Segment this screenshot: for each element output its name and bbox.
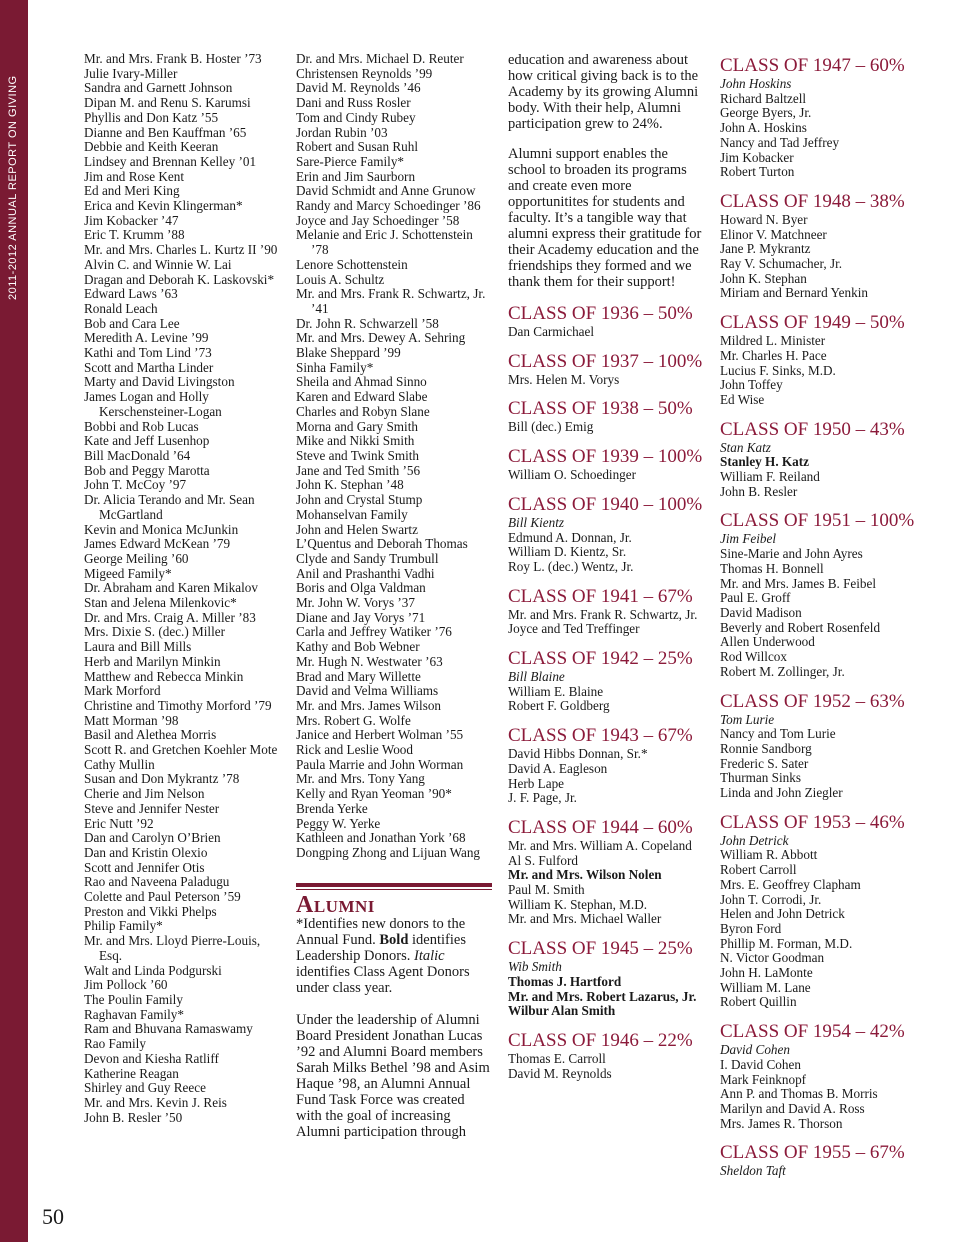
donor-name: Jordan Rubin ’03 — [296, 124, 388, 140]
donor-name: William M. Lane — [720, 979, 811, 995]
donor-name: Jane P. Mykrantz — [720, 241, 811, 257]
donor-name: Kelly and Ryan Yeoman ’90* — [296, 786, 452, 802]
donor-name: Bill (dec.) Emig — [508, 419, 594, 435]
class-agent-name: Jim Feibel — [720, 531, 777, 547]
class-groups — [508, 304, 706, 1081]
donor-name: David M. Reynolds ’46 — [296, 80, 421, 96]
donor-name: Dipan M. and Renu S. Karumsi — [84, 95, 251, 111]
donor-name: Mrs. E. Geoffrey Clapham — [720, 876, 861, 892]
donor-name: Jim Kobacker ’47 — [84, 212, 179, 228]
donor-name: Blake Sheppard ’99 — [296, 345, 401, 361]
donor-name: John K. Stephan ’48 — [296, 477, 404, 493]
donor-name: Mr. and Mrs. Charles L. Kurtz II ’90 — [84, 242, 278, 258]
page-number: 50 — [42, 1204, 64, 1229]
donor-name: Diane and Jay Vorys ’71 — [296, 609, 426, 625]
donor-name: Rao Family — [84, 1036, 146, 1052]
donor-name: John B. Resler ’50 — [84, 1109, 183, 1125]
class-heading: CLASS OF 1954 – 42% — [720, 1021, 905, 1043]
donor-name: Randy and Marcy Schoedinger ’86 — [296, 198, 481, 214]
donor-name: William R. Abbott — [720, 847, 818, 863]
donor-name: Dan and Carolyn O’Brien — [84, 830, 221, 846]
donor-name: David Madison — [720, 604, 802, 620]
donor-name: Dani and Russ Rosler — [296, 95, 411, 111]
donor-name: Mr. and Mrs. Kevin J. Reis — [84, 1094, 227, 1110]
donor-name: Steve and Twink Smith — [296, 447, 420, 463]
donor-name: Stanley H. Katz — [720, 454, 810, 470]
donor-name: Lucius F. Sinks, M.D. — [720, 362, 836, 378]
donor-name: Kathleen and Jonathan York ’68 — [296, 830, 466, 846]
donor-name: Bob and Cara Lee — [84, 315, 180, 331]
donor-name: Dongping Zhong and Lijuan Wang — [296, 844, 481, 860]
donor-name: Shirley and Guy Reece — [84, 1080, 206, 1096]
donor-name: Charles and Robyn Slane — [296, 403, 430, 419]
donor-name: Joyce and Jay Schoedinger ’58 — [296, 212, 460, 228]
donor-name: John and Helen Swartz — [296, 521, 418, 537]
donor-name: Louis A. Schultz — [296, 271, 385, 287]
donor-name: John B. Resler — [720, 483, 798, 499]
donor-name: Robert F. Goldberg — [508, 698, 610, 714]
donor-name: Cathy Mullin — [84, 756, 155, 772]
donor-name: Kathi and Tom Lind ’73 — [84, 345, 212, 361]
donor-name: Al S. Fulford — [508, 852, 578, 868]
class-heading: CLASS OF 1951 – 100% — [720, 510, 915, 532]
donor-name: Mr. and Mrs. James Wilson — [296, 697, 442, 713]
donor-name: Janice and Herbert Wolman ’55 — [296, 727, 464, 743]
class-heading: CLASS OF 1948 – 38% — [720, 190, 905, 212]
donor-name: Marilyn and David A. Ross — [720, 1100, 865, 1116]
donor-name: Debbie and Keith Keeran — [84, 139, 219, 155]
donor-name: Tom and Cindy Rubey — [296, 109, 416, 125]
donor-name: Mr. and Mrs. Robert Lazarus, Jr. — [508, 988, 697, 1004]
donor-name: Eric T. Krumm ’88 — [84, 227, 185, 243]
donor-name: Wilbur Alan Smith — [508, 1003, 616, 1019]
class-heading: CLASS OF 1953 – 46% — [720, 811, 905, 833]
legend-italic-word: Italic — [413, 948, 445, 965]
donor-list-continued — [296, 52, 492, 861]
class-agent-name: Tom Lurie — [720, 711, 775, 727]
donor-name: George Meiling ’60 — [84, 550, 189, 566]
donor-name: John and Crystal Stump — [296, 492, 423, 508]
donor-name: Mike and Nikki Smith — [296, 433, 415, 449]
donor-name: Laura and Bill Mills — [84, 639, 192, 655]
donor-name: Miriam and Bernard Yenkin — [720, 285, 868, 301]
donor-name: Dianne and Ben Kauffman ’65 — [84, 124, 247, 140]
donor-name: John T. McCoy ’97 — [84, 477, 187, 493]
class-heading: CLASS OF 1939 – 100% — [508, 446, 703, 468]
donor-name: I. David Cohen — [720, 1056, 801, 1072]
donor-name: Matthew and Rebecca Minkin — [84, 668, 244, 684]
donor-name: Ronnie Sandborg — [720, 740, 812, 756]
donor-name: Walt and Linda Podgurski — [84, 962, 222, 978]
donor-name: Mr. John W. Vorys ’37 — [296, 595, 415, 611]
donor-name: Christine and Timothy Morford ’79 — [84, 697, 272, 713]
donor-name: Morna and Gary Smith — [296, 418, 418, 434]
class-heading: CLASS OF 1938 – 50% — [508, 398, 693, 420]
alumni-paragraph-2: education and awareness about how critical giving back is to the Academy by its growing Alumni body. With their help, Alumni participation grew to 24%. — [508, 52, 699, 132]
donor-name: George Byers, Jr. — [720, 105, 812, 121]
donor-name: Eric Nutt ’92 — [84, 815, 154, 831]
class-agent-name: Bill Kientz — [508, 514, 565, 530]
donor-name: Sheila and Ahmad Sinno — [296, 374, 427, 390]
sidebar-band — [0, 0, 28, 1242]
donor-name: Basil and Alethea Morris — [84, 727, 217, 743]
donor-name: Thomas H. Bonnell — [720, 560, 824, 576]
legend-new-donors: *Identifies new donors to the Annual Fund. — [296, 916, 466, 949]
donor-name: Kevin and Monica McJunkin — [84, 521, 239, 537]
donor-name: Mr. and Mrs. William A. Copeland — [508, 837, 692, 853]
sidebar-title-text: 2011-2012 ANNUAL REPORT ON GIVING — [7, 75, 19, 300]
donor-name: Thomas J. Hartford — [508, 973, 622, 989]
class-heading: CLASS OF 1945 – 25% — [508, 938, 693, 960]
donor-name: Dan Carmichael — [508, 324, 595, 339]
donor-name: Joyce and Ted Treffinger — [508, 621, 640, 637]
donor-name: Scott R. and Gretchen Koehler Mote — [84, 742, 278, 758]
donor-name: Susan and Don Mykrantz ’78 — [84, 771, 240, 787]
donor-name: Katherine Reagan — [84, 1065, 179, 1081]
donor-name: Richard Baltzell — [720, 90, 807, 106]
donor-name: Dr. John R. Schwarzell ’58 — [296, 315, 439, 331]
donor-name: Robert Turton — [720, 164, 795, 180]
donor-name: Sare-Pierce Family* — [296, 153, 405, 169]
donor-name: Carla and Jeffrey Watiker ’76 — [296, 624, 452, 640]
donor-list-column-2 — [296, 52, 492, 1154]
class-heading: CLASS OF 1950 – 43% — [720, 418, 905, 440]
donor-name: Beverly and Robert Rosenfeld — [720, 619, 881, 635]
donor-name: Steve and Jennifer Nester — [84, 800, 220, 816]
donor-name: David A. Eagleson — [508, 760, 608, 776]
donor-name: David Schmidt and Anne Grunow — [296, 183, 476, 199]
class-agent-name: Sheldon Taft — [720, 1163, 786, 1179]
class-agent-name: David Cohen — [720, 1042, 790, 1058]
donor-name: Dan and Kristin Olexio — [84, 844, 208, 860]
donor-name: Robert Quillin — [720, 994, 797, 1010]
donor-name: Sandra and Garnett Johnson — [84, 80, 233, 96]
donor-name: John H. LaMonte — [720, 965, 813, 981]
donor-name: William E. Blaine — [508, 683, 604, 699]
donor-name: Boris and Olga Valdman — [296, 580, 426, 596]
donor-name: William O. Schoedinger — [508, 467, 637, 483]
donor-name: Mrs. James R. Thorson — [720, 1115, 843, 1131]
donor-name: Bobbi and Rob Lucas — [84, 418, 199, 434]
donor-name: Jane and Ted Smith ’56 — [296, 462, 421, 478]
donor-name: Paula Marrie and John Worman — [296, 756, 464, 772]
donor-name: Brenda Yerke — [296, 800, 368, 816]
class-heading: CLASS OF 1941 – 67% — [508, 585, 693, 607]
donor-name: David Hibbs Donnan, Sr.* — [508, 746, 648, 762]
donor-name: James Edward McKean ’79 — [84, 536, 231, 552]
donor-name: David M. Reynolds — [508, 1065, 612, 1081]
donor-name: Dr. Abraham and Karen Mikalov — [84, 580, 258, 596]
donor-name: David and Velma Williams — [296, 683, 439, 699]
donor-name: Marty and David Livingston — [84, 374, 235, 390]
donor-name: Frederic S. Sater — [720, 755, 809, 771]
donor-name: Nancy and Tom Lurie — [720, 726, 836, 742]
donor-name: Philip Family* — [84, 918, 163, 934]
donor-name: Matt Morman ’98 — [84, 712, 179, 728]
class-agent-name: John Hoskins — [720, 76, 792, 91]
class-heading: CLASS OF 1949 – 50% — [720, 312, 905, 334]
donor-name: Mr. and Mrs. Frank R. Schwartz, Jr. ’41 — [296, 286, 486, 316]
class-heading: CLASS OF 1946 – 22% — [508, 1029, 693, 1051]
donor-name: Mr. and Mrs. Frank B. Hoster ’73 — [84, 51, 262, 66]
donor-name: Robert Carroll — [720, 862, 797, 878]
donor-name: Jim Pollock ’60 — [84, 977, 168, 993]
donor-name: Dragan and Deborah K. Laskovski* — [84, 271, 275, 287]
donor-name: Stan and Jelena Milenkovic* — [84, 595, 237, 611]
donor-name: William F. Reiland — [720, 469, 820, 485]
donor-name: Mr. and Mrs. Michael Waller — [508, 911, 662, 927]
donor-name: Alvin C. and Winnie W. Lai — [84, 256, 232, 272]
donor-name: Mildred L. Minister — [720, 333, 826, 349]
class-heading: CLASS OF 1942 – 25% — [508, 648, 693, 670]
class-heading: CLASS OF 1943 – 67% — [508, 725, 693, 747]
donor-name: Dr. and Mrs. Michael D. Reuter — [296, 51, 464, 66]
donor-name: Devon and Kiesha Ratliff — [84, 1050, 219, 1066]
donor-name: Peggy W. Yerke — [296, 815, 381, 831]
alumni-section-title: Alumni — [296, 891, 375, 918]
donor-name: Kate and Jeff Lusenhop — [84, 433, 210, 449]
donor-name: Rao and Naveena Paladugu — [84, 874, 230, 890]
donor-name: Brad and Mary Willette — [296, 668, 421, 684]
donor-name: John Toffey — [720, 377, 783, 393]
donor-name: Thurman Sinks — [720, 770, 801, 786]
donor-name: Karen and Edward Slabe — [296, 389, 428, 405]
donor-name: J. F. Page, Jr. — [508, 790, 577, 806]
donor-name: Mr. Charles H. Pace — [720, 347, 827, 363]
class-heading: CLASS OF 1952 – 63% — [720, 690, 905, 712]
donor-name: Phillip M. Forman, M.D. — [720, 935, 853, 951]
donor-name: Howard N. Byer — [720, 211, 808, 227]
donor-name: Mr. and Mrs. Wilson Nolen — [508, 867, 662, 883]
donor-name: Mr. Hugh N. Westwater ’63 — [296, 653, 443, 669]
donor-name: John T. Corrodi, Jr. — [720, 891, 822, 907]
donor-name: Scott and Martha Linder — [84, 359, 214, 375]
donor-name: Scott and Jennifer Otis — [84, 859, 205, 875]
donor-name: Helen and John Detrick — [720, 906, 845, 922]
donor-name: Ram and Bhuvana Ramaswamy — [84, 1021, 253, 1037]
donor-name: Ed Wise — [720, 391, 765, 407]
alumni-rule-thin — [296, 889, 492, 890]
donor-name: Bob and Peggy Marotta — [84, 462, 210, 478]
donor-name: Raghavan Family* — [84, 1006, 184, 1022]
donor-name: Meredith A. Levine ’99 — [84, 330, 209, 346]
donor-name: Mr. and Mrs. Tony Yang — [296, 771, 425, 787]
donor-name: Cherie and Jim Nelson — [84, 786, 205, 802]
donor-name: Colette and Paul Peterson ’59 — [84, 889, 241, 905]
class-agent-name: Bill Blaine — [508, 669, 565, 685]
donor-name: Kathy and Bob Webner — [296, 639, 420, 655]
donor-name: N. Victor Goodman — [720, 950, 825, 966]
donor-name: Preston and Vikki Phelps — [84, 903, 217, 919]
donor-name: Ed and Meri King — [84, 183, 180, 199]
donor-name: Mrs. Helen M. Vorys — [508, 371, 620, 387]
donor-name: Allen Underwood — [720, 634, 815, 650]
legend-class-agent: identifies Class Agent Donors under class year. — [296, 964, 470, 997]
donor-name: Jim Kobacker — [720, 149, 794, 165]
donor-name: Edward Laws ’63 — [84, 286, 178, 302]
donor-name: Mr. and Mrs. James B. Feibel — [720, 575, 877, 591]
donor-name: Ronald Leach — [84, 300, 158, 316]
class-heading: CLASS OF 1936 – 50% — [508, 303, 693, 324]
legend-leadership: identifies Leadership Donors. — [296, 932, 466, 965]
donor-name: John K. Stephan — [720, 270, 807, 286]
donor-name: Nancy and Tad Jeffrey — [720, 134, 840, 150]
donor-name: William D. Kientz, Sr. — [508, 544, 627, 560]
donor-name: Herb Lape — [508, 775, 565, 791]
donor-name: Clyde and Sandy Trumbull — [296, 550, 439, 566]
donor-name: Melanie and Eric J. Schottenstein ’78 — [296, 227, 473, 258]
donor-name: Mrs. Robert G. Wolfe — [296, 712, 411, 728]
alumni-legend — [296, 916, 492, 996]
donor-name: Rick and Leslie Wood — [296, 742, 413, 758]
donor-name: Edmund A. Donnan, Jr. — [508, 529, 632, 545]
donor-name: Linda and John Ziegler — [720, 785, 843, 801]
donor-name: Dr. Alicia Terando and Mr. Sean McGartland — [84, 492, 255, 522]
donor-name: James Logan and Holly Kerschensteiner-Logan — [84, 389, 222, 419]
donor-name: Sine-Marie and John Ayres — [720, 546, 863, 562]
class-heading: CLASS OF 1937 – 100% — [508, 350, 703, 372]
legend-bold-word: Bold — [379, 932, 409, 949]
donor-name: Anil and Prashanthi Vadhi — [296, 565, 435, 581]
class-heading: CLASS OF 1944 – 60% — [508, 816, 693, 838]
class-agent-name: John Detrick — [720, 832, 789, 848]
donor-name: Roy L. (dec.) Wentz, Jr. — [508, 558, 634, 574]
alumni-paragraph-3: Alumni support enables the school to broaden its programs and create even more opportunitites for students and faculty. It’s a tangible way that alumni express their gratitude for their Academy education and the friendships they formed and we thank them for their support! — [508, 146, 702, 290]
class-agent-name: Wib Smith — [508, 959, 562, 975]
donor-name: Lenore Schottenstein — [296, 256, 408, 272]
donor-name: Thomas E. Carroll — [508, 1050, 606, 1066]
donor-name: Paul M. Smith — [508, 882, 585, 898]
donor-name: Robert M. Zollinger, Jr. — [720, 663, 845, 679]
donor-name: Phyllis and Don Katz ’55 — [84, 109, 219, 125]
donor-name: Elinor V. Matchneer — [720, 226, 827, 242]
donor-name: Rod Willcox — [720, 649, 787, 665]
donor-name: John A. Hoskins — [720, 120, 807, 136]
donor-name: Mr. and Mrs. Lloyd Pierre-Louis, Esq. — [84, 933, 261, 963]
donor-name: Mrs. Dixie S. (dec.) Miller — [84, 624, 226, 640]
donor-name: Herb and Marilyn Minkin — [84, 653, 221, 669]
donor-name: Mr. and Mrs. Frank R. Schwartz, Jr. — [508, 606, 698, 622]
class-agent-name: Stan Katz — [720, 439, 771, 455]
donor-name: Robert and Susan Ruhl — [296, 139, 418, 155]
donor-name: William K. Stephan, M.D. — [508, 896, 648, 912]
donor-name: Erica and Kevin Klingerman* — [84, 198, 243, 214]
donor-name: Sinha Family* — [296, 359, 374, 375]
alumni-rule-thick — [296, 883, 492, 887]
donor-list-column-1 — [84, 52, 284, 1125]
class-heading: CLASS OF 1947 – 60% — [720, 55, 905, 76]
donor-name: Mark Feinknopf — [720, 1071, 807, 1087]
class-list-column-4 — [720, 52, 920, 1179]
donor-name: Christensen Reynolds ’99 — [296, 65, 433, 81]
donor-name: Dr. and Mrs. Craig A. Miller ’83 — [84, 609, 256, 625]
donor-name: Ray V. Schumacher, Jr. — [720, 256, 843, 272]
class-heading: CLASS OF 1955 – 67% — [720, 1142, 905, 1164]
donor-name: Bill MacDonald ’64 — [84, 447, 191, 463]
donor-name: Jim and Rose Kent — [84, 168, 184, 184]
donor-name: Mr. and Mrs. Dewey A. Sehring — [296, 330, 466, 346]
donor-name: The Poulin Family — [84, 992, 183, 1007]
donor-name: Mohanselvan Family — [296, 506, 408, 522]
donor-name: Ann P. and Thomas B. Morris — [720, 1086, 878, 1102]
donor-name: Byron Ford — [720, 920, 782, 936]
donor-name: Paul E. Groff — [720, 590, 791, 606]
donor-name: Migeed Family* — [84, 565, 172, 581]
class-heading: CLASS OF 1940 – 100% — [508, 493, 703, 515]
donor-name: L’Quentus and Deborah Thomas — [296, 536, 468, 552]
donor-name: Lindsey and Brennan Kelley ’01 — [84, 153, 257, 169]
donor-name: Erin and Jim Saurborn — [296, 168, 416, 184]
class-list-column-3 — [508, 52, 706, 1081]
alumni-paragraph-1: Under the leadership of Alumni Board President Jonathan Lucas ’92 and Alumni Board members Sarah Milks Bethel ’98 and Asim Haque ’98, an Alumni Annual Fund Task Force was created with the goal of increasing Alumni participation through — [296, 1012, 490, 1141]
donor-name: Mark Morford — [84, 683, 161, 699]
donor-name: Julie Ivary-Miller — [84, 65, 178, 81]
